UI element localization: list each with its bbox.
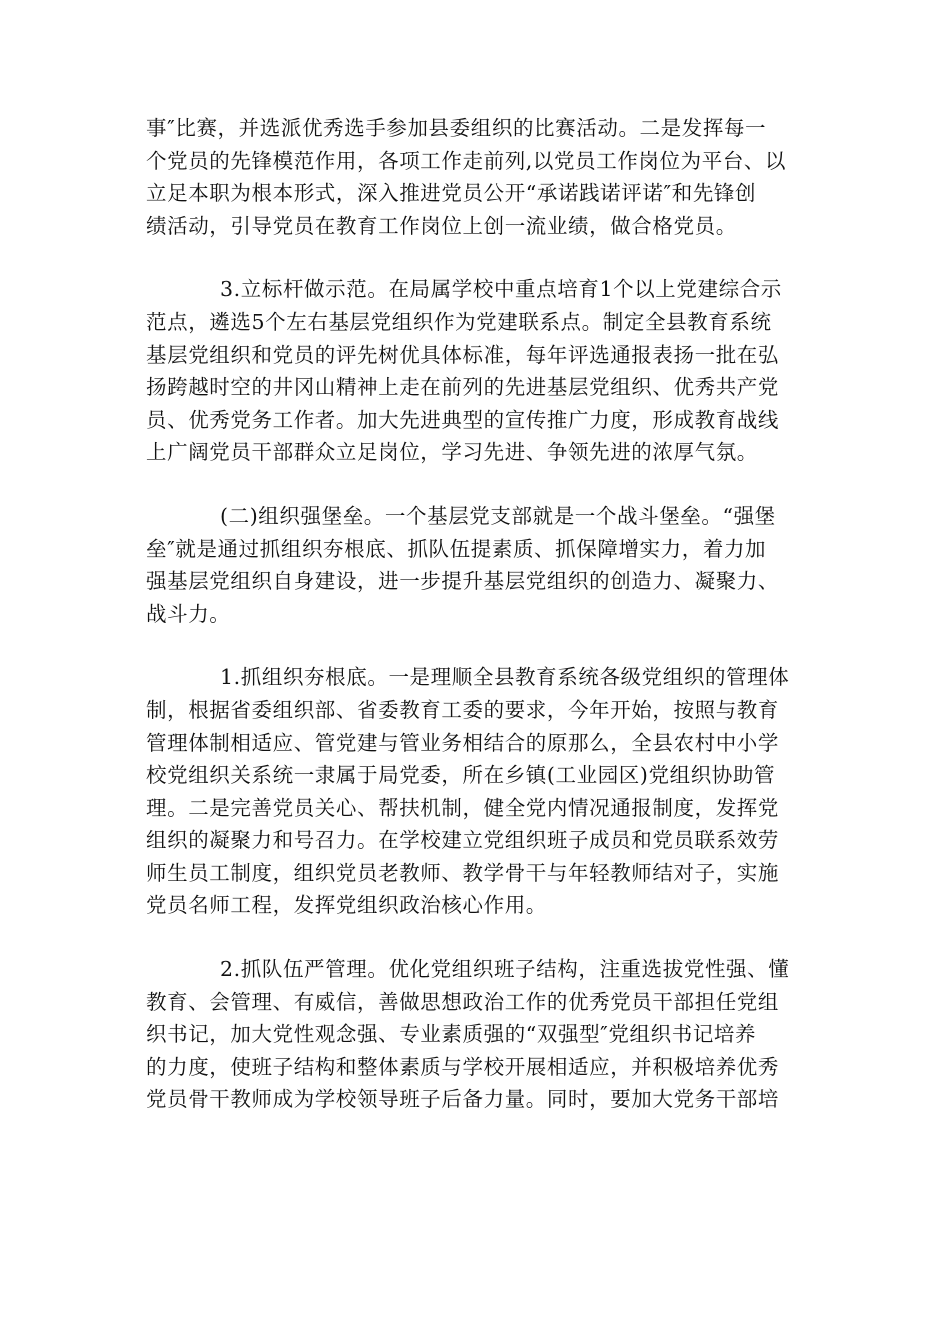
paragraph-2 — [146, 273, 808, 469]
text-line: 党员骨干教师成为学校领导班子后备力量。同时，要加大党务干部培 — [146, 1087, 779, 1112]
document-page — [146, 112, 808, 1147]
text-line: 师生员工制度，组织党员老教师、教学骨干与年轻教师结对子，实施 — [146, 860, 779, 885]
paragraph-5 — [146, 953, 808, 1116]
text-line: 强基层党组织自身建设，进一步提升基层党组织的创造力、凝聚力、 — [146, 569, 779, 594]
text-line: 党员名师工程，发挥党组织政治核心作用。 — [146, 893, 547, 918]
text-line: 战斗力。 — [146, 601, 231, 626]
text-line: 扬跨越时空的井冈山精神上走在前列的先进基层党组织、优秀共产党 — [146, 375, 779, 400]
text-line: 个党员的先锋模范作用，各项工作走前列,以党员工作岗位为平台、以 — [146, 148, 787, 173]
text-line: 织书记，加大党性观念强、专业素质强的“双强型″党组织书记培养 — [146, 1022, 757, 1047]
paragraph-4 — [146, 661, 808, 922]
text-line: 教育、会管理、有威信，善做思想政治工作的优秀党员干部担任党组 — [146, 989, 779, 1014]
text-line: (二)组织强堡垒。一个基层党支部就是一个战斗堡垒。“强堡 — [220, 503, 776, 528]
text-line: 上广阔党员干部群众立足岗位，学习先进、争领先进的浓厚气氛。 — [146, 440, 758, 465]
text-line: 管理体制相适应、管党建与管业务相结合的原那么，全县农村中小学 — [146, 730, 779, 755]
text-line: 员、优秀党务工作者。加大先进典型的宣传推广力度，形成教育战线 — [146, 407, 779, 432]
text-line: 的力度，使班子结构和整体素质与学校开展相适应，并积极培养优秀 — [146, 1054, 779, 1079]
text-line: 垒″就是通过抓组织夯根底、抓队伍提素质、抓保障增实力，着力加 — [146, 536, 767, 561]
paragraph-3 — [146, 500, 808, 630]
paragraph-1 — [146, 112, 808, 242]
text-line: 制，根据省委组织部、省委教育工委的要求，今年开始，按照与教育 — [146, 697, 779, 722]
text-line: 立足本职为根本形式，深入推进党员公开“承诺践诺评诺″和先锋创 — [146, 181, 757, 206]
text-line: 3.立标杆做示范。在局属学校中重点培育1个以上党建综合示 — [220, 277, 782, 302]
text-line: 校党组织关系统一隶属于局党委，所在乡镇(工业园区)党组织协助管 — [146, 763, 776, 788]
text-line: 2.抓队伍严管理。优化党组织班子结构，注重选拔党性强、懂 — [220, 957, 790, 982]
text-line: 范点，遴选5个左右基层党组织作为党建联系点。制定全县教育系统 — [146, 309, 772, 334]
text-line: 绩活动，引导党员在教育工作岗位上创一流业绩，做合格党员。 — [146, 213, 737, 238]
text-line: 1.抓组织夯根底。一是理顺全县教育系统各级党组织的管理体 — [220, 665, 790, 690]
text-line: 理。二是完善党员关心、帮扶机制，健全党内情况通报制度，发挥党 — [146, 795, 779, 820]
text-line: 事″比赛，并选派优秀选手参加县委组织的比赛活动。二是发挥每一 — [146, 116, 767, 140]
text-line: 基层党组织和党员的评先树优具体标准，每年评选通报表扬一批在弘 — [146, 342, 779, 367]
text-line: 组织的凝聚力和号召力。在学校建立党组织班子成员和党员联系效劳 — [146, 828, 779, 853]
